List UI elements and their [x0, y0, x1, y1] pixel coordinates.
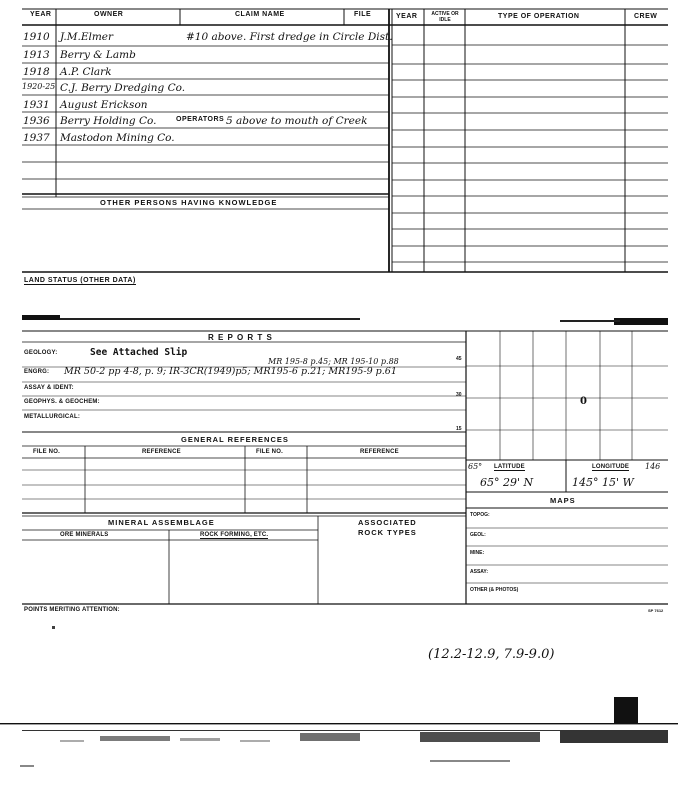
- latitude-value: 65° 29' N: [480, 476, 534, 489]
- row-7-owner: Mastodon Mining Co.: [60, 132, 175, 144]
- row-4-year: 1920-25: [22, 82, 56, 91]
- row-1-owner: J.M.Elmer: [60, 31, 114, 43]
- header-owner: OWNER: [94, 11, 124, 18]
- geology-value: See Attached Slip: [90, 347, 188, 358]
- general-references-title: GENERAL REFERENCES: [181, 435, 289, 444]
- ref-header-reference-2: REFERENCE: [360, 449, 399, 455]
- scale-15: 15: [456, 426, 462, 432]
- ore-minerals-label: ORE MINERALS: [60, 532, 109, 538]
- mineral-assemblage-title: MINERAL ASSEMBLAGE: [108, 518, 215, 527]
- row-7-year: 1937: [23, 132, 50, 144]
- associated-label: ASSOCIATED: [358, 518, 417, 527]
- rock-forming-label: ROCK FORMING, ETC.: [200, 532, 269, 538]
- other-persons-label: OTHER PERSONS HAVING KNOWLEDGE: [100, 198, 278, 207]
- row-2-owner: Berry & Lamb: [60, 49, 136, 61]
- header-claim-name: CLAIM NAME: [235, 11, 285, 18]
- scale-45: 45: [456, 356, 462, 362]
- map-assay: ASSAY:: [470, 569, 489, 575]
- row-3-year: 1918: [23, 66, 50, 78]
- lat-prefix: 65°: [468, 462, 483, 471]
- header-op-year: YEAR: [396, 13, 418, 20]
- grid-mark: 0: [580, 396, 587, 407]
- operators-label: OPERATORS: [176, 116, 225, 123]
- row-4-owner: C.J. Berry Dredging Co.: [60, 82, 186, 94]
- latitude-label: LATITUDE: [494, 464, 525, 470]
- map-other: OTHER (& PHOTOS): [470, 587, 519, 593]
- header-year: YEAR: [30, 11, 52, 18]
- map-mine: MINE:: [470, 550, 485, 556]
- row-6-year: 1936: [23, 115, 50, 127]
- land-status-label: LAND STATUS (OTHER DATA): [24, 277, 136, 284]
- header-active-idle: ACTIVE OR IDLE: [431, 11, 459, 23]
- ref-header-file-no-1: FILE NO.: [33, 449, 60, 455]
- engrg-label: ENGRG:: [24, 369, 50, 375]
- row-3-owner: A.P. Clark: [60, 66, 112, 78]
- geophys-label: GEOPHYS. & GEOCHEM:: [24, 399, 100, 405]
- scale-30: 30: [456, 392, 462, 398]
- row-1-claim: #10 above. First dredge in Circle Dist.: [186, 31, 393, 43]
- header-file: FILE: [354, 11, 372, 18]
- map-geol: GEOL:: [470, 532, 486, 538]
- header-type-of-operation: TYPE OF OPERATION: [498, 13, 580, 20]
- row-2-year: 1913: [23, 49, 50, 61]
- handwritten-note: (12.2-12.9, 7.9-9.0): [428, 647, 555, 662]
- metallurgical-label: METALLURGICAL:: [24, 414, 81, 420]
- lon-suffix: 146: [645, 462, 661, 471]
- ref-header-file-no-2: FILE NO.: [256, 449, 283, 455]
- reports-title: R E P O R T S: [208, 333, 273, 342]
- geology-label: GEOLOGY:: [24, 350, 58, 356]
- row-1-year: 1910: [23, 31, 50, 43]
- form-number: SP 7612: [648, 608, 664, 613]
- longitude-value: 145° 15' W: [572, 476, 634, 489]
- engrg-above: MR 195-8 p.45; MR 195-10 p.88: [268, 357, 399, 366]
- row-5-owner: August Erickson: [60, 99, 148, 111]
- maps-title: MAPS: [550, 496, 576, 505]
- engrg-value: MR 50-2 pp 4-8, p. 9; IR-3CR(1949)p5; MR195-6 p.21; MR195-9 p.61: [64, 366, 397, 377]
- points-meriting-label: POINTS MERITING ATTENTION:: [24, 607, 120, 613]
- row-5-year: 1931: [23, 99, 50, 111]
- rock-types-label: ROCK TYPES: [358, 528, 417, 537]
- ref-header-reference-1: REFERENCE: [142, 449, 181, 455]
- longitude-label: LONGITUDE: [592, 464, 630, 470]
- assay-label: ASSAY & IDENT:: [24, 385, 74, 391]
- header-crew: CREW: [634, 13, 658, 20]
- map-topog: TOPOG:: [470, 512, 490, 518]
- row-6-owner: Berry Holding Co.: [60, 115, 157, 127]
- row-6-claim: 5 above to mouth of Creek: [226, 115, 368, 127]
